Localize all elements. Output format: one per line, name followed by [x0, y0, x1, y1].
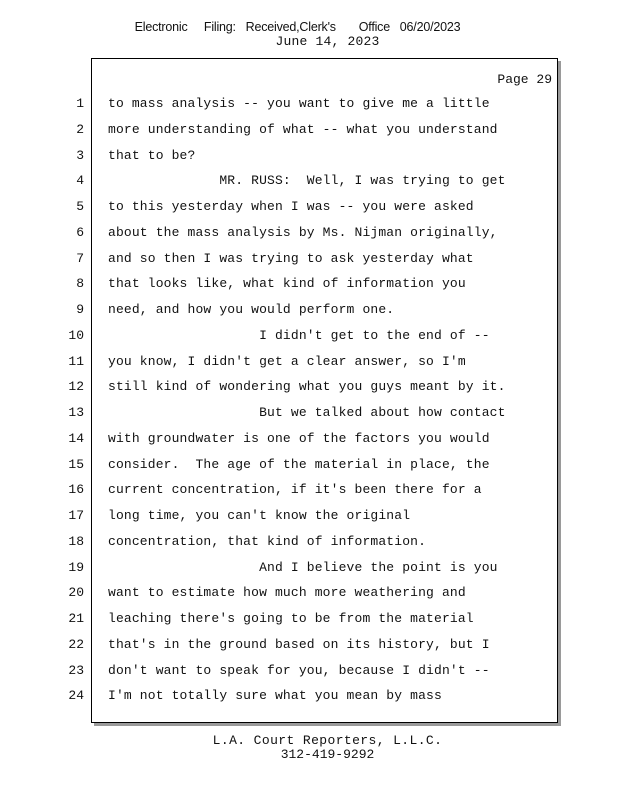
line-number: 23 — [68, 663, 84, 678]
line-number: 8 — [76, 276, 84, 291]
line-number: 14 — [68, 431, 84, 446]
line-number: 21 — [68, 611, 84, 626]
line-number: 10 — [68, 328, 84, 343]
transcript-line-text: concentration, that kind of information. — [108, 534, 427, 549]
transcript-line-text: need, and how you would perform one. — [108, 302, 395, 317]
line-number: 4 — [76, 173, 84, 188]
line-number: 9 — [76, 302, 84, 317]
transcript-line-text: with groundwater is one of the factors you would — [108, 431, 490, 446]
line-number: 2 — [76, 122, 84, 137]
transcript-line-text: current concentration, if it's been there for a — [108, 482, 482, 497]
header-date: June 14, 2023 — [275, 34, 380, 49]
transcript-line-text: don't want to speak for you, because I didn't -- — [108, 663, 490, 678]
line-number: 19 — [68, 560, 84, 575]
line-number: 15 — [68, 457, 84, 472]
line-number: 7 — [76, 251, 84, 266]
line-number: 1 — [76, 96, 84, 111]
transcript-line-text: But we talked about how contact — [108, 405, 506, 420]
footer-phone: 312-419-9292 — [280, 747, 375, 762]
footer-company: L.A. Court Reporters, L.L.C. — [212, 733, 443, 748]
transcript-line-text: and so then I was trying to ask yesterday what — [108, 251, 474, 266]
transcript-line-text: consider. The age of the material in place, the — [108, 457, 490, 472]
transcript-line-text: still kind of wondering what you guys meant by it. — [108, 379, 506, 394]
transcript-line-text: want to estimate how much more weathering and — [108, 585, 466, 600]
page-number: Page 29 — [497, 72, 552, 87]
transcript-line-text: you know, I didn't get a clear answer, so I'm — [108, 354, 466, 369]
transcript-line-text: to mass analysis -- you want to give me a little — [108, 96, 490, 111]
line-number: 5 — [76, 199, 84, 214]
line-number: 11 — [68, 354, 84, 369]
transcript-line-text: I didn't get to the end of -- — [108, 328, 490, 343]
transcript-line-text: MR. RUSS: Well, I was trying to get — [108, 173, 506, 188]
transcript-line-text: long time, you can't know the original — [108, 508, 411, 523]
transcript-line-text: more understanding of what -- what you understand — [108, 122, 498, 137]
filing-stamp: Electronic Filing: Received,Clerk's Office 06/20/2023 — [134, 20, 461, 34]
transcript-line-text: to this yesterday when I was -- you were asked — [108, 199, 474, 214]
line-number: 3 — [76, 148, 84, 163]
line-number: 13 — [68, 405, 84, 420]
transcript-line-text: that's in the ground based on its history, but I — [108, 637, 490, 652]
transcript-line-text: And I believe the point is you — [108, 560, 498, 575]
line-number: 6 — [76, 225, 84, 240]
line-number: 22 — [68, 637, 84, 652]
line-number: 17 — [68, 508, 84, 523]
line-number: 20 — [68, 585, 84, 600]
line-number: 12 — [68, 379, 84, 394]
line-number: 24 — [68, 688, 84, 703]
transcript-line-text: about the mass analysis by Ms. Nijman originally, — [108, 225, 498, 240]
transcript-line-text: I'm not totally sure what you mean by mass — [108, 688, 442, 703]
transcript-line-text: that looks like, what kind of information you — [108, 276, 466, 291]
line-number: 16 — [68, 482, 84, 497]
transcript-line-text: leaching there's going to be from the material — [108, 611, 474, 626]
line-number: 18 — [68, 534, 84, 549]
transcript-line-text: that to be? — [108, 148, 196, 163]
